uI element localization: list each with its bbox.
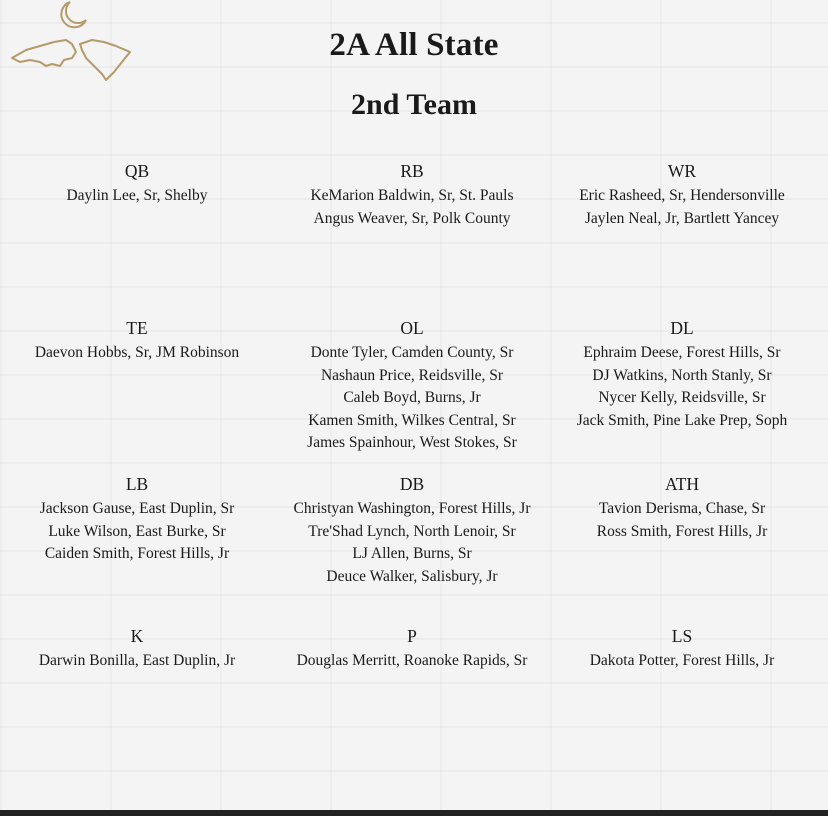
player-entry: LJ Allen, Burns, Sr <box>352 545 472 562</box>
position-group-wr <box>544 159 820 230</box>
player-entry: Daevon Hobbs, Sr, JM Robinson <box>34 344 240 361</box>
player-entry: Caleb Boyd, Burns, Jr <box>343 389 481 406</box>
player-entry: DJ Watkins, North Stanly, Sr <box>592 366 772 384</box>
player-entry: KeMarion Baldwin, Sr, St. Pauls <box>310 187 514 204</box>
player-entry: Kamen Smith, Wilkes Central, Sr <box>308 411 516 429</box>
position-group-ath <box>544 472 820 543</box>
position-label: TE <box>126 318 148 338</box>
position-label: ATH <box>664 474 700 494</box>
position-group-rb <box>274 159 550 230</box>
position-label: WR <box>667 161 697 181</box>
player-entry: Tre'Shad Lynch, North Lenoir, Sr <box>308 522 516 540</box>
position-group-db <box>274 472 550 588</box>
player-entry: Dakota Potter, Forest Hills, Jr <box>589 652 775 669</box>
player-entry: Luke Wilson, East Burke, Sr <box>48 522 226 540</box>
position-group-lb <box>0 472 275 566</box>
position-label: LS <box>671 626 693 646</box>
player-entry: Nashaun Price, Reidsville, Sr <box>320 366 504 384</box>
position-group-p <box>274 624 550 673</box>
player-entry: Jaylen Neal, Jr, Bartlett Yancey <box>584 209 780 227</box>
bottom-border <box>0 810 828 816</box>
player-entry: Christyan Washington, Forest Hills, Jr <box>293 500 531 517</box>
position-group-dl <box>544 316 820 432</box>
position-label: P <box>407 626 417 646</box>
position-label: QB <box>124 161 150 181</box>
position-label: DL <box>670 318 694 338</box>
position-group-ol <box>274 316 550 455</box>
position-label: DB <box>399 474 425 494</box>
player-entry: Douglas Merritt, Roanoke Rapids, Sr <box>296 652 528 669</box>
player-entry: Ross Smith, Forest Hills, Jr <box>596 522 768 540</box>
position-group-ls <box>544 624 820 673</box>
player-entry: Deuce Walker, Salisbury, Jr <box>326 567 498 585</box>
position-label: OL <box>400 318 424 338</box>
player-entry: Ephraim Deese, Forest Hills, Sr <box>583 344 781 361</box>
position-group-te <box>0 316 275 365</box>
player-entry: Jackson Gause, East Duplin, Sr <box>39 500 235 517</box>
page-subtitle: 2nd Team <box>351 88 477 121</box>
player-entry: James Spainhour, West Stokes, Sr <box>307 434 517 451</box>
player-entry: Daylin Lee, Sr, Shelby <box>66 187 208 204</box>
position-label: RB <box>400 161 424 181</box>
player-entry: Darwin Bonilla, East Duplin, Jr <box>38 652 236 669</box>
player-entry: Eric Rasheed, Sr, Hendersonville <box>579 187 785 204</box>
player-entry: Jack Smith, Pine Lake Prep, Soph <box>576 411 788 429</box>
player-entry: Caiden Smith, Forest Hills, Jr <box>44 545 230 562</box>
position-label: K <box>130 626 144 646</box>
player-entry: Tavion Derisma, Chase, Sr <box>598 500 766 517</box>
crescent-moon-icon <box>61 2 86 27</box>
player-entry: Nycer Kelly, Reidsville, Sr <box>598 389 766 406</box>
position-label: LB <box>125 474 149 494</box>
position-group-qb <box>0 159 275 208</box>
player-entry: Donte Tyler, Camden County, Sr <box>310 344 514 361</box>
player-entry: Angus Weaver, Sr, Polk County <box>313 209 511 227</box>
page-title: 2A All State <box>329 27 499 63</box>
position-group-k <box>0 624 275 673</box>
